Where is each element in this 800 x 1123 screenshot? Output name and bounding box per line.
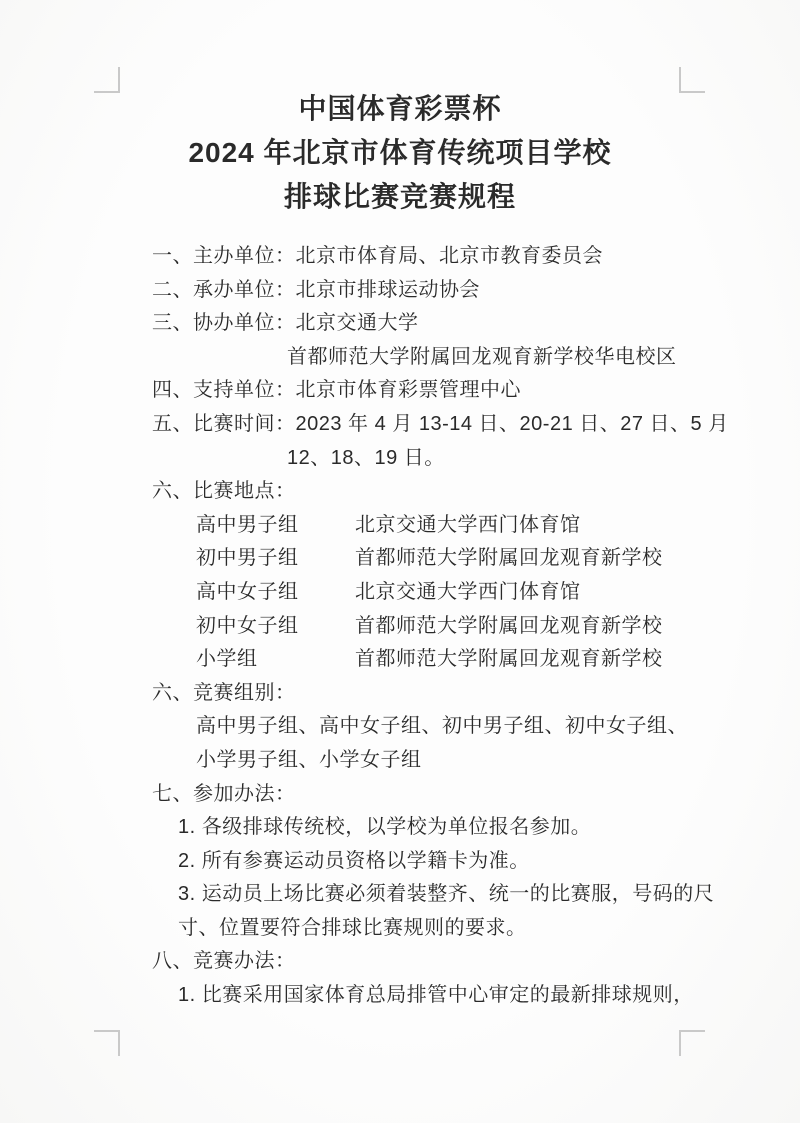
section-support-number: 四、 (152, 379, 193, 402)
title-line-3: 排球比赛竞赛规程 (283, 181, 516, 212)
section-venue (152, 475, 682, 509)
venue-group: 高中男子组 (196, 513, 299, 536)
title-line-2: 2024 年北京市体育传统项目学校 (188, 137, 612, 168)
section-participation (152, 778, 682, 812)
section-undertaker-label: 承办单位： (193, 278, 296, 301)
section-time (152, 408, 729, 442)
section-host-number: 一、 (152, 245, 193, 267)
section-host (152, 240, 682, 274)
title-line-1: 中国体育彩票杯 (298, 93, 502, 124)
venue-group: 初中女子组 (196, 614, 299, 637)
section-co-organizer (152, 307, 682, 341)
venue-row (152, 643, 682, 677)
section-host-value: 北京市体育局、北京市教育委员会 (295, 245, 603, 267)
section-support-value: 北京市体育彩票管理中心 (295, 379, 521, 402)
venue-row (152, 610, 682, 644)
margin-mark-bottom-right-icon (679, 1030, 705, 1056)
venue-name: 北京交通大学西门体育馆 (355, 580, 581, 603)
groups-line-1: 高中男子组、高中女子组、初中男子组、初中女子组、 (196, 715, 688, 738)
section-groups (152, 677, 682, 711)
venue-row (152, 509, 682, 543)
venue-name: 北京交通大学西门体育馆 (355, 513, 581, 536)
section-venue-number: 六、 (152, 480, 193, 503)
section-time-label: 比赛时间： (193, 412, 296, 435)
document-body (152, 240, 729, 1013)
section-co-organizer-value-line2: 首都师范大学附属回龙观育新学校华电校区 (287, 345, 677, 368)
section-time-value: 2023 年 4 月 13-14 日、20-21 日、27 日、5 月 (295, 412, 729, 435)
venue-row (152, 542, 682, 576)
venue-group: 高中女子组 (196, 580, 299, 603)
venue-group: 小学组 (196, 648, 258, 671)
section-time-value-line2: 12、18、19 日。 (287, 446, 445, 469)
section-co-organizer-number: 三、 (152, 312, 193, 335)
participation-point-continuation: 寸、位置要符合排球比赛规则的要求。 (178, 916, 527, 939)
section-undertaker-number: 二、 (152, 278, 193, 301)
section-support-label: 支持单位： (193, 379, 296, 402)
document-title (0, 87, 800, 219)
section-methods-number: 八、 (152, 950, 193, 973)
section-host-label: 主办单位： (193, 245, 296, 267)
venue-name: 首都师范大学附属回龙观育新学校 (355, 648, 663, 671)
section-co-organizer-value: 北京交通大学 (295, 312, 419, 335)
venue-row (152, 576, 682, 610)
section-support (152, 374, 682, 408)
section-methods-label: 竞赛办法： (193, 950, 296, 973)
section-venue-label: 比赛地点： (193, 480, 296, 503)
section-participation-number: 七、 (152, 782, 193, 805)
section-groups-number: 六、 (152, 681, 193, 704)
section-participation-label: 参加办法： (193, 782, 296, 805)
participation-point: 2. 所有参赛运动员资格以学籍卡为准。 (178, 849, 530, 872)
section-undertaker-value: 北京市排球运动协会 (295, 278, 480, 301)
participation-point: 1. 各级排球传统校，以学校为单位报名参加。 (178, 816, 592, 839)
methods-point: 1. 比赛采用国家体育总局排管中心审定的最新排球规则， (178, 984, 694, 1007)
venue-group: 初中男子组 (196, 547, 299, 570)
section-co-organizer-label: 协办单位： (193, 312, 296, 335)
section-undertaker (152, 274, 682, 308)
section-groups-label: 竞赛组别： (193, 681, 296, 704)
participation-point: 3. 运动员上场比赛必须着装整齐、统一的比赛服，号码的尺 (178, 883, 715, 906)
venue-name: 首都师范大学附属回龙观育新学校 (355, 614, 663, 637)
venue-name: 首都师范大学附属回龙观育新学校 (355, 547, 663, 570)
margin-mark-bottom-left-icon (94, 1030, 120, 1056)
section-methods (152, 945, 682, 979)
section-time-number: 五、 (152, 412, 193, 435)
groups-line-2: 小学男子组、小学女子组 (196, 748, 422, 771)
